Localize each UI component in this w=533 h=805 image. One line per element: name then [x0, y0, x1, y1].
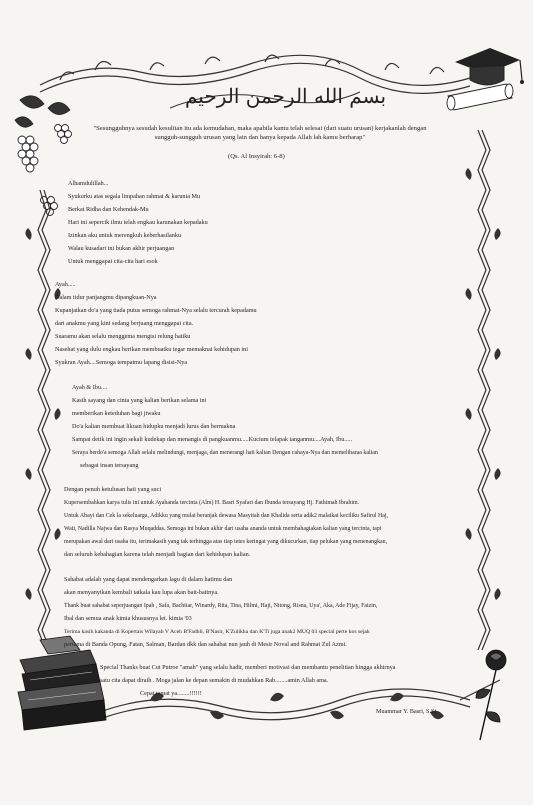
text-line: Sampai detik ini ingin sekali kudekap dan menangis di pangkuanmu.....Kucium telapak tanganmu....Ayah, Ibu.....	[72, 436, 353, 443]
quote-reference: (Qs. Al Insyirah: 6-8)	[228, 153, 285, 160]
author-signature: Muammar Y. Basri, S.Si	[376, 708, 437, 715]
right-vine-icon	[478, 130, 490, 650]
basmalah-heading: بسم الله الرحمن الرحيم	[185, 84, 387, 108]
left-vine-icon	[38, 190, 50, 650]
text-line: dan seluruh kebahagian karena telah menjadi bagian dari kehidupan kalian.	[64, 551, 251, 558]
text-line: Izinkan aku untuk merengkuh keberhasilanku	[68, 232, 182, 239]
text-line: akan menyanyikan kembali tatkala kau lupa akan bait-baitnya.	[64, 589, 219, 596]
quote-line-2: sungguh-sungguh urusan yang lain dan hanya kepada Allah lah kamu berharap"	[154, 134, 366, 141]
text-line: Do'a kalian membuat likuan hidupku menjadi lurus dan bermakna	[72, 423, 236, 430]
text-line: Wati, Nadilla Najwa dan Rasya Muqaddas. Semoga ini bukan akhir dari usaha ananda untuk membahagiakan kalian yang tercinta, tapi	[64, 526, 382, 532]
text-line: Nasehat yang dulu engkau berikan membuatku tegar memaknai kehidupan ini	[55, 346, 248, 353]
text-line: Kupanjatkan do'a yang tiada putus semoga rahmat-Nya selalu tercurah kepadamu	[55, 307, 257, 314]
text-line: pertama di Banda Opung, Fatan, Salman, Bardan dkk dan sahabat nun jauh di Mesir Noval and Rahmat Zul Azmi.	[64, 641, 347, 648]
text-line: Seraya berdo'a semoga Allah selalu melindungi, menjaga, dan menerangi hati kalian Dengan cahaya-Nya dan memeliharaa kalian	[72, 450, 378, 456]
rose-icon	[476, 650, 506, 740]
text-line: Suaramu akan selalu menggema mengisi relung hatiku	[55, 333, 191, 340]
text-line: Dengan penuh ketulusan hati yang suci	[64, 486, 162, 493]
text-line: merupakan awal dari usaha itu, terimakasih yang tak terhingga atas tiap tetes keringat yang dikucurkan, tiap pelukan yang menenangkan,	[64, 539, 388, 545]
text-line: Syukurku atas segala limpahan rahmat & karunia Mu	[68, 193, 201, 200]
leaf-icon	[15, 96, 70, 127]
books-stack-icon	[18, 636, 106, 730]
quran-quote	[60, 124, 460, 142]
text-line: sebagai insan tersayang	[80, 462, 139, 469]
text-line: Terima kasih kakanda di Kopertais Wilayah V Aceh B'Fadhli, B'Nasir, K'Zulikha dan K'Ti juga anak2 MUQ 03 special perte kos sejak	[64, 629, 370, 635]
text-line: Ayah & Ibu....	[72, 384, 108, 391]
text-line: Cepat tamat ya........!!!!!!	[140, 690, 202, 697]
text-line: Hari ini sepercik ilmu telah engkau karunakan kepadaku	[68, 219, 208, 226]
diploma-scroll-icon	[447, 84, 513, 110]
text-line: Kasih sayang dan cinta yang kalian berikan selama ini	[72, 397, 207, 404]
text-line: Dalam tidur panjangmu dipangkuan-Nya	[55, 294, 157, 301]
text-line: Special Thanks buat Cut Putroe "amah" yang selalu hadir, memberi motivasi dan membantu penelitian hingga akhirnya	[100, 664, 396, 671]
text-line: Ayah.....	[55, 281, 76, 288]
text-line: Kupersembahkan karya tulis ini untuk Ayahanda tercinta (Alm) H. Basri Syafari dan Ibunda tersayang Hj. Fathimah Ibrahim.	[64, 500, 360, 506]
text-line: satu cita dapat diraih . Moga jalan ke depan semakin di mudahkan Rab........amin Allah ama.	[100, 677, 329, 684]
quote-line-1: "Sesungguhnya sesudah kesulitan itu ada kemudahan, maka apabila kamu telah selesai (dari suatu urusan) kerjakanlah dengan	[93, 125, 427, 132]
text-line: Walau kusadari ini bukan akhir perjuangan	[68, 245, 175, 252]
text-line: Ibal dan semua anak kimia khususnya let. kimia '03	[64, 615, 192, 622]
text-line: memberikan keteduhan bagi jiwaku	[72, 410, 161, 417]
text-line: Thank buat sahabat seperjuangan Ipah , Safa, Bachtiar, Winardy, Rita, Tina, Hilmi, Haji, Nitong, Risna, Uya', Aka, Ade Fijay, Faizin,	[64, 603, 378, 609]
text-line: Syukran Ayah....Semoga tempatmu lapang disisi-Nya	[55, 359, 188, 366]
text-line: Untuk Abayi dan Cek la sekeluarga, Adikku yang mulai beranjak dewasa Masyitah dan Khalida serta adik2 malaikat keciliku Safirul Haj,	[64, 513, 388, 519]
text-line: dari anakmu yang kini sedang berjuang menggapai cita.	[55, 320, 194, 327]
text-line: Untuk menggapai cita-cita hari esok	[68, 258, 158, 265]
text-line: Berkat Ridha dan Kehendak-Mu	[68, 206, 149, 213]
text-line: Sahabat adalah yang dapat mendengarkan lagu di dalam hatimu dan	[64, 576, 233, 583]
text-line: Alhamdulillah...	[68, 180, 109, 187]
